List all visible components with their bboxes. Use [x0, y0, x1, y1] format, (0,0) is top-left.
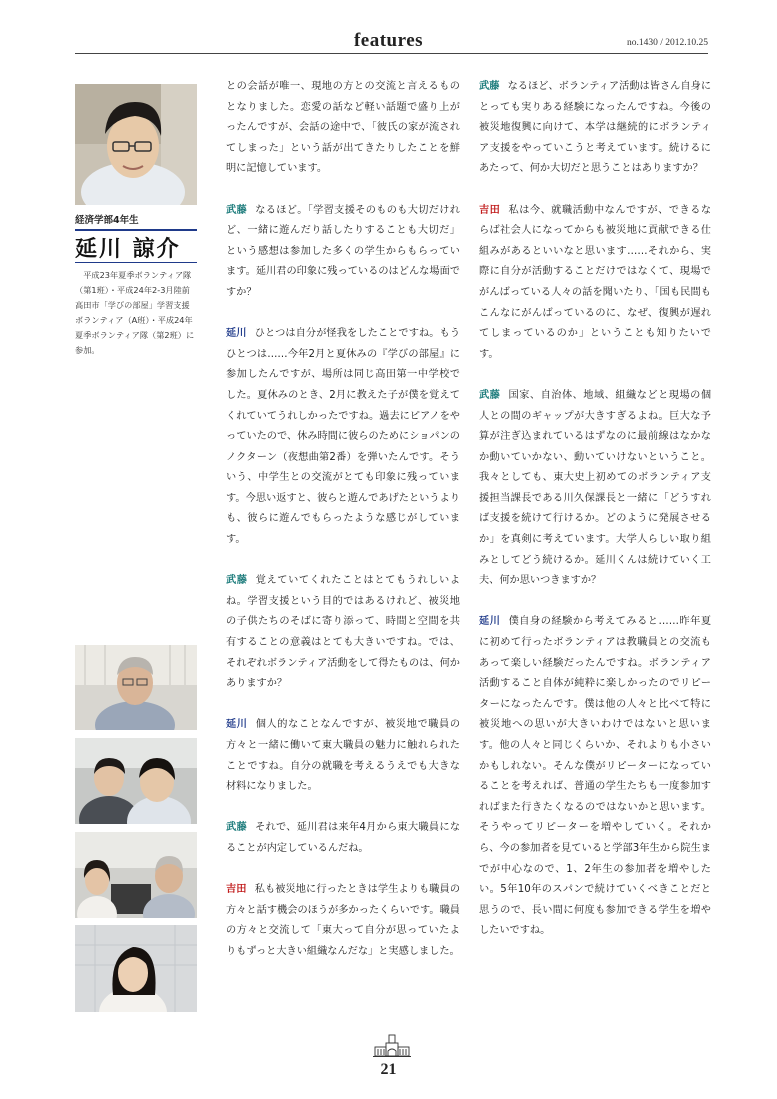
speaker-name: 吉田 — [226, 884, 247, 896]
profile-name: 延川 諒介 — [75, 237, 181, 262]
speaker-name: 延川 — [226, 328, 247, 340]
speaker-name: 延川 — [226, 719, 248, 731]
speaker-name: 武藤 — [226, 204, 248, 216]
portrait-photo — [75, 84, 197, 205]
speaker-name: 武藤 — [226, 575, 248, 587]
profile-divider-bottom — [75, 262, 197, 263]
dialogue-text: 覚えていてくれたことはとてもうれしいよね。学習支援という目的ではあるけれど、被災地の子供たちのそばに寄り添って、時間と空間を共有することの意義はとても大きいですね。では、それぞれボランティア活動をして得たものは、何かありますか？ — [226, 575, 461, 690]
paragraph — [226, 77, 460, 180]
section-title: features — [353, 30, 424, 51]
photo-students — [75, 738, 197, 824]
paragraph — [479, 201, 711, 366]
photo-female-student — [75, 925, 197, 1012]
speaker-name: 武藤 — [479, 81, 500, 92]
speaker-name: 延川 — [479, 616, 501, 628]
dialogue-text: との会話が唯一、現地の方との交流と言えるものとなりました。恋愛の話など軽い話題で盛り上がったんですが、会話の途中で、「彼氏の家が流されてしまった」という話が出てきたりしたことを鮮明に記憶しています。 — [226, 81, 460, 175]
speaker-name: 吉田 — [479, 204, 501, 216]
paragraph — [226, 715, 460, 797]
dialogue-text: 個人的なことなんですが、被災地で職員の方々と一緒に働いて東大職員の魅力に触れられたことですね。自分の就職を考えるうえでも大きな材料になりました。 — [226, 719, 461, 793]
header-divider — [75, 53, 708, 54]
photo-professor — [75, 645, 197, 730]
paragraph — [226, 571, 460, 695]
issue-number: no.1430 / 2012.10.25 — [626, 38, 708, 48]
paragraph — [226, 818, 460, 859]
yasuda-auditorium-icon — [373, 1034, 411, 1058]
profile-department: 経済学部4年生 — [75, 215, 139, 226]
dialogue-text: なるほど、ボランティア活動は皆さん自身にとっても実りある経験になったんですね。今後の被災地復興に向けて、本学は継続的にボランティア支援をやっていこうと考えています。続けるにあたって、何か大切だと思うことはありますか？ — [479, 81, 712, 175]
dialogue-text: 僕自身の経験から考えてみると……昨年夏に初めて行ったボランティアは教職員との交流もあって楽しい経験だったんですね。ボランティア活動すること自体が純粋に楽しかったのでリピーターになったんです。僕は他の人々と比べて特に被災地への思いが大きいわけではないと思います。他の人々と同じくらいか、それよりも小さいかもしれない。そんな僕がリピーターになっていることを考えれば、普通の学生たちも一度参加すればまた行きたくなるのではないかと思います。そうやってリピーターを増やしていく。それから、今の参加者を見ていると学部3年生から院生までが中心なので、1、2年生の参加者を増やしたい。5年10年のスパンで続けていくべきことだと思うので、長い間に何度も参加できる学生を増やしたいですね。 — [479, 616, 712, 937]
paragraph — [479, 612, 711, 942]
speaker-name: 武藤 — [226, 822, 247, 834]
dialogue-text: 私も被災地に行ったときは学生よりも職員の方々と話す機会のほうが多かったくらいです。職員の方々と交流して「東大って自分が思っていたよりもずっと大きい組織なんだな」と実感しました。 — [226, 884, 461, 957]
paragraph — [226, 880, 460, 962]
dialogue-text: 国家、自治体、地域、組織などと現場の個人との間のギャップが大きすぎるよね。巨大な予算が注ぎ込まれているはずなのに最前線はなかなか動いていかない、動いていけないということ。我々としても、東大史上初めてのボランティア支援担当課長である川久保課長と一緒に「どうすれば支援を続けて行けるか。どのように発展させるか」を真剣に考えています。大学人らしい取り組みとしてどう続けるか。延川くんは続けていく工夫、何か思いつきますか？ — [479, 389, 712, 587]
article-column-1 — [226, 77, 460, 983]
dialogue-text: 私は今、就職活動中なんですが、できるならば社会人になってからも被災地に貢献できる仕組みがあるといいなと思います……それから、実際に自分が活動することだけではなくて、現場でがんばっている人々の話を聞いたり、「国も民間もこんなにがんばっているのに、なぜ、復興が遅れてしまっているのか」ということも知りたいです。 — [479, 204, 712, 360]
article-column-2 — [479, 77, 711, 963]
dialogue-text: ひとつは自分が怪我をしたことですね。もうひとつは……今年2月と夏休みの『学びの部屋』に参加したんですが、場所は同じ高田第一中学校でした。夏休みのとき、2月に教えた子が僕を覚えてくれていてうれしかったですね。過去にピアノをやっていたので、休み時間に彼らのためにショパンのノクターン（夜想曲第2番）を弾いたんです。そういう、中学生との交流がとても印象に残っています。今思い返すと、彼らと遊んであげたというよりも、彼らに遊んでもらったような感じがしています。 — [226, 328, 461, 546]
profile-divider-top — [75, 229, 197, 231]
dialogue-text: なるほど。「学習支援そのものも大切だけれど、一緒に遊んだり話したりすることも大切だ」という感想は参加した多くの学生からもらっています。延川君の印象に残っているのはどんな場面ですか？ — [226, 204, 460, 298]
paragraph — [479, 77, 711, 180]
profile-description: 平成23年夏季ボランティア隊（第1班）・平成24年2-3月陸前高田市「学びの部屋」学習支援ボランティア（A班）・平成24年夏季ボランティア隊（第2班）に参加。 — [75, 270, 195, 355]
paragraph — [479, 386, 711, 592]
speaker-name: 武藤 — [479, 389, 501, 401]
paragraph — [226, 324, 460, 551]
dialogue-text: それで、延川君は来年4月から東大職員になることが内定しているんだね。 — [226, 822, 461, 854]
page-number: 21 — [380, 1061, 397, 1078]
paragraph — [226, 201, 460, 304]
photo-discussion — [75, 832, 197, 918]
